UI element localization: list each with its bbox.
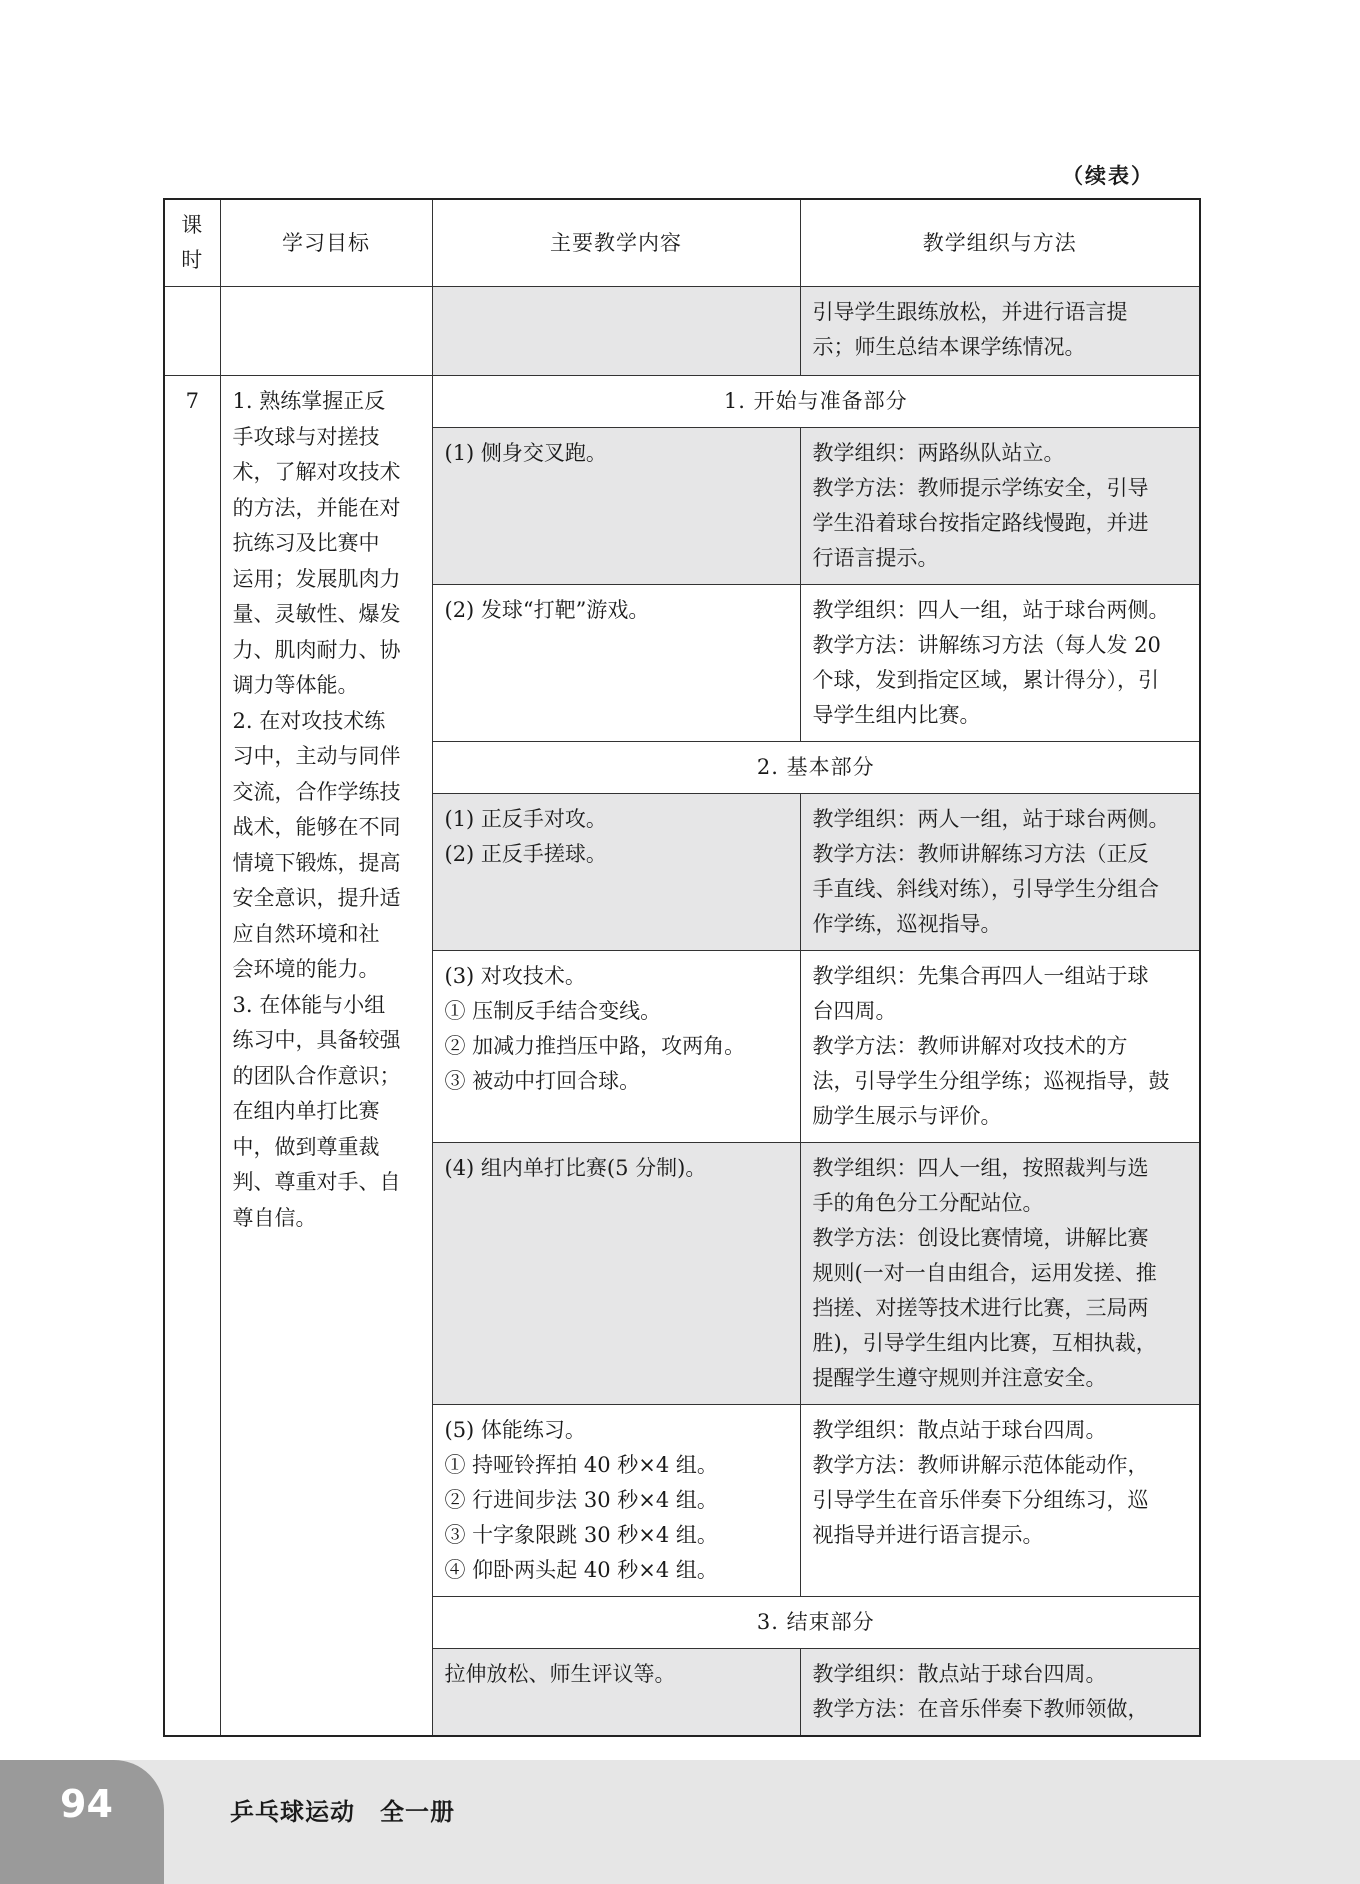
goal-line: 习中，主动与同伴	[232, 744, 401, 768]
method-line: 教学方法：教师讲解对攻技术的方	[812, 1034, 1128, 1058]
method-line: 教学组织：四人一组，按照裁判与选	[812, 1156, 1149, 1180]
goal-line: 在组内单打比赛	[232, 1099, 380, 1123]
lesson-plan-table	[163, 198, 1201, 1737]
method-line: 励学生展示与评价。	[812, 1104, 1002, 1128]
goal-line: 手攻球与对搓技	[232, 424, 380, 449]
content-cell	[432, 1649, 800, 1737]
content-line: (3) 对攻技术。	[444, 964, 586, 988]
method-line: 教学方法：讲解练习方法（每人发 20	[812, 633, 1161, 657]
table-row-previous	[164, 287, 1200, 376]
goal-line: 调力等体能。	[232, 673, 359, 697]
method-line: 法，引导学生分组学练；巡视指导，鼓	[812, 1069, 1170, 1093]
method-line: 行语言提示。	[812, 546, 939, 570]
section-end-title: 3. 结束部分	[432, 1597, 1200, 1649]
content-line: ② 行进间步法 30 秒×4 组。	[444, 1488, 718, 1512]
goal-line: 判、尊重对手、自	[232, 1170, 401, 1194]
method-line: 手的角色分工分配站位。	[812, 1191, 1044, 1215]
method-line: 学生沿着球台按指定路线慢跑，并进	[812, 511, 1149, 535]
goal-line: 情境下锻炼，提高	[232, 850, 401, 875]
prev-content-cell	[432, 287, 800, 376]
header-goals: 学习目标	[220, 199, 432, 287]
method-cell	[800, 1405, 1200, 1597]
goal-line: 3. 在体能与小组	[232, 992, 386, 1017]
content-cell	[432, 1405, 800, 1597]
content-line: (5) 体能练习。	[444, 1418, 586, 1442]
content-line: ③ 被动中打回合球。	[444, 1069, 641, 1093]
content-cell	[432, 585, 800, 742]
goal-line: 中，做到尊重裁	[232, 1134, 380, 1159]
content-cell	[432, 794, 800, 951]
page-number-tab	[0, 1760, 164, 1884]
content-line: ③ 十字象限跳 30 秒×4 组。	[444, 1523, 718, 1547]
goal-line: 抗练习及比赛中	[232, 531, 380, 555]
method-line: 胜)，引导学生组内比赛，互相执裁，	[812, 1331, 1157, 1355]
method-line: 教学组织：散点站于球台四周。	[812, 1418, 1107, 1442]
content-line: 拉伸放松、师生评议等。	[444, 1662, 676, 1686]
content-cell	[432, 951, 800, 1143]
content-cell	[432, 1143, 800, 1405]
page-number: 94	[60, 1782, 113, 1826]
method-line: 教学组织：两人一组，站于球台两侧。	[812, 807, 1170, 831]
content-line: (2) 发球“打靶”游戏。	[444, 598, 650, 622]
method-line: 教学组织：散点站于球台四周。	[812, 1662, 1107, 1686]
prev-method-cell	[800, 287, 1200, 376]
header-method: 教学组织与方法	[800, 199, 1200, 287]
goal-line: 练习中，具备较强	[232, 1028, 401, 1052]
page-footer	[0, 1760, 1360, 1884]
method-line: 教学方法：教师讲解示范体能动作，	[812, 1453, 1149, 1477]
method-line: 教学方法：在音乐伴奏下教师领做，	[812, 1697, 1149, 1721]
method-line: 教学组织：先集合再四人一组站于球	[812, 964, 1149, 988]
method-line: 教学方法：创设比赛情境，讲解比赛	[812, 1226, 1149, 1250]
goal-line: 会环境的能力。	[232, 957, 380, 981]
section-basic-title: 2. 基本部分	[432, 742, 1200, 794]
method-line: 视指导并进行语言提示。	[812, 1523, 1044, 1547]
goal-line: 安全意识，提升适	[232, 886, 401, 910]
content-line: (1) 侧身交叉跑。	[444, 441, 607, 465]
method-line: 教学方法：教师提示学练安全，引导	[812, 476, 1149, 500]
content-cell	[432, 428, 800, 585]
method-line: 个球，发到指定区域，累计得分），引	[812, 668, 1159, 692]
section-row-start	[164, 376, 1200, 428]
method-line: 导学生组内比赛。	[812, 703, 981, 727]
goal-line: 1. 熟练掌握正反	[232, 389, 386, 413]
section-start-title: 1. 开始与准备部分	[432, 376, 1200, 428]
method-cell	[800, 1649, 1200, 1737]
method-cell	[800, 951, 1200, 1143]
content-line: ① 压制反手结合变线。	[444, 999, 662, 1023]
content-line: (1) 正反手对攻。	[444, 807, 607, 831]
method-cell	[800, 585, 1200, 742]
prev-goal-cell	[220, 287, 432, 376]
goal-line: 力、肌肉耐力、协	[232, 637, 401, 662]
method-cell	[800, 1143, 1200, 1405]
prev-method-line: 引导学生跟练放松，并进行语言提	[812, 300, 1128, 324]
goal-line: 运用；发展肌肉力	[232, 566, 401, 591]
learning-goals	[220, 376, 432, 1737]
content-line: ④ 仰卧两头起 40 秒×4 组。	[444, 1558, 718, 1582]
method-cell	[800, 794, 1200, 951]
content-line: ① 持哑铃挥拍 40 秒×4 组。	[444, 1453, 718, 1477]
goal-line: 术，了解对攻技术	[232, 460, 401, 484]
goal-line: 量、灵敏性、爆发	[232, 602, 401, 626]
method-line: 教学组织：两路纵队站立。	[812, 441, 1065, 465]
lesson-hour: 7	[164, 376, 220, 1737]
continued-label: （续表）	[1062, 164, 1154, 188]
method-line: 作学练，巡视指导。	[812, 912, 1002, 936]
goal-line: 2. 在对攻技术练	[232, 708, 386, 733]
goal-line: 尊自信。	[232, 1205, 317, 1230]
method-line: 台四周。	[812, 999, 897, 1023]
prev-hour-cell	[164, 287, 220, 376]
goal-line: 交流，合作学练技	[232, 779, 401, 804]
method-cell	[800, 428, 1200, 585]
book-title: 乒乓球运动 全一册	[230, 1798, 455, 1826]
content-line: ② 加减力推挡压中路，攻两角。	[444, 1034, 746, 1058]
header-hour: 课时	[164, 199, 220, 287]
header-content: 主要教学内容	[432, 199, 800, 287]
method-line: 教学方法：教师讲解练习方法（正反	[812, 842, 1149, 866]
method-line: 教学组织：四人一组，站于球台两侧。	[812, 598, 1170, 622]
content-line: (2) 正反手搓球。	[444, 842, 607, 866]
goal-line: 战术，能够在不同	[232, 815, 401, 839]
content-line: (4) 组内单打比赛(5 分制)。	[444, 1156, 707, 1180]
method-line: 手直线、斜线对练），引导学生分组合	[812, 877, 1159, 901]
method-line: 提醒学生遵守规则并注意安全。	[812, 1366, 1107, 1390]
method-line: 引导学生在音乐伴奏下分组练习，巡	[812, 1488, 1149, 1512]
goal-line: 的方法，并能在对	[232, 495, 401, 520]
goal-line: 的团队合作意识；	[232, 1063, 401, 1088]
goal-line: 应自然环境和社	[232, 921, 380, 946]
table-header-row	[164, 199, 1200, 287]
method-line: 规则(一对一自由组合，运用发搓、推	[812, 1261, 1157, 1285]
method-line: 挡搓、对搓等技术进行比赛，三局两	[812, 1296, 1149, 1320]
prev-method-line: 示；师生总结本课学练情况。	[812, 335, 1086, 359]
